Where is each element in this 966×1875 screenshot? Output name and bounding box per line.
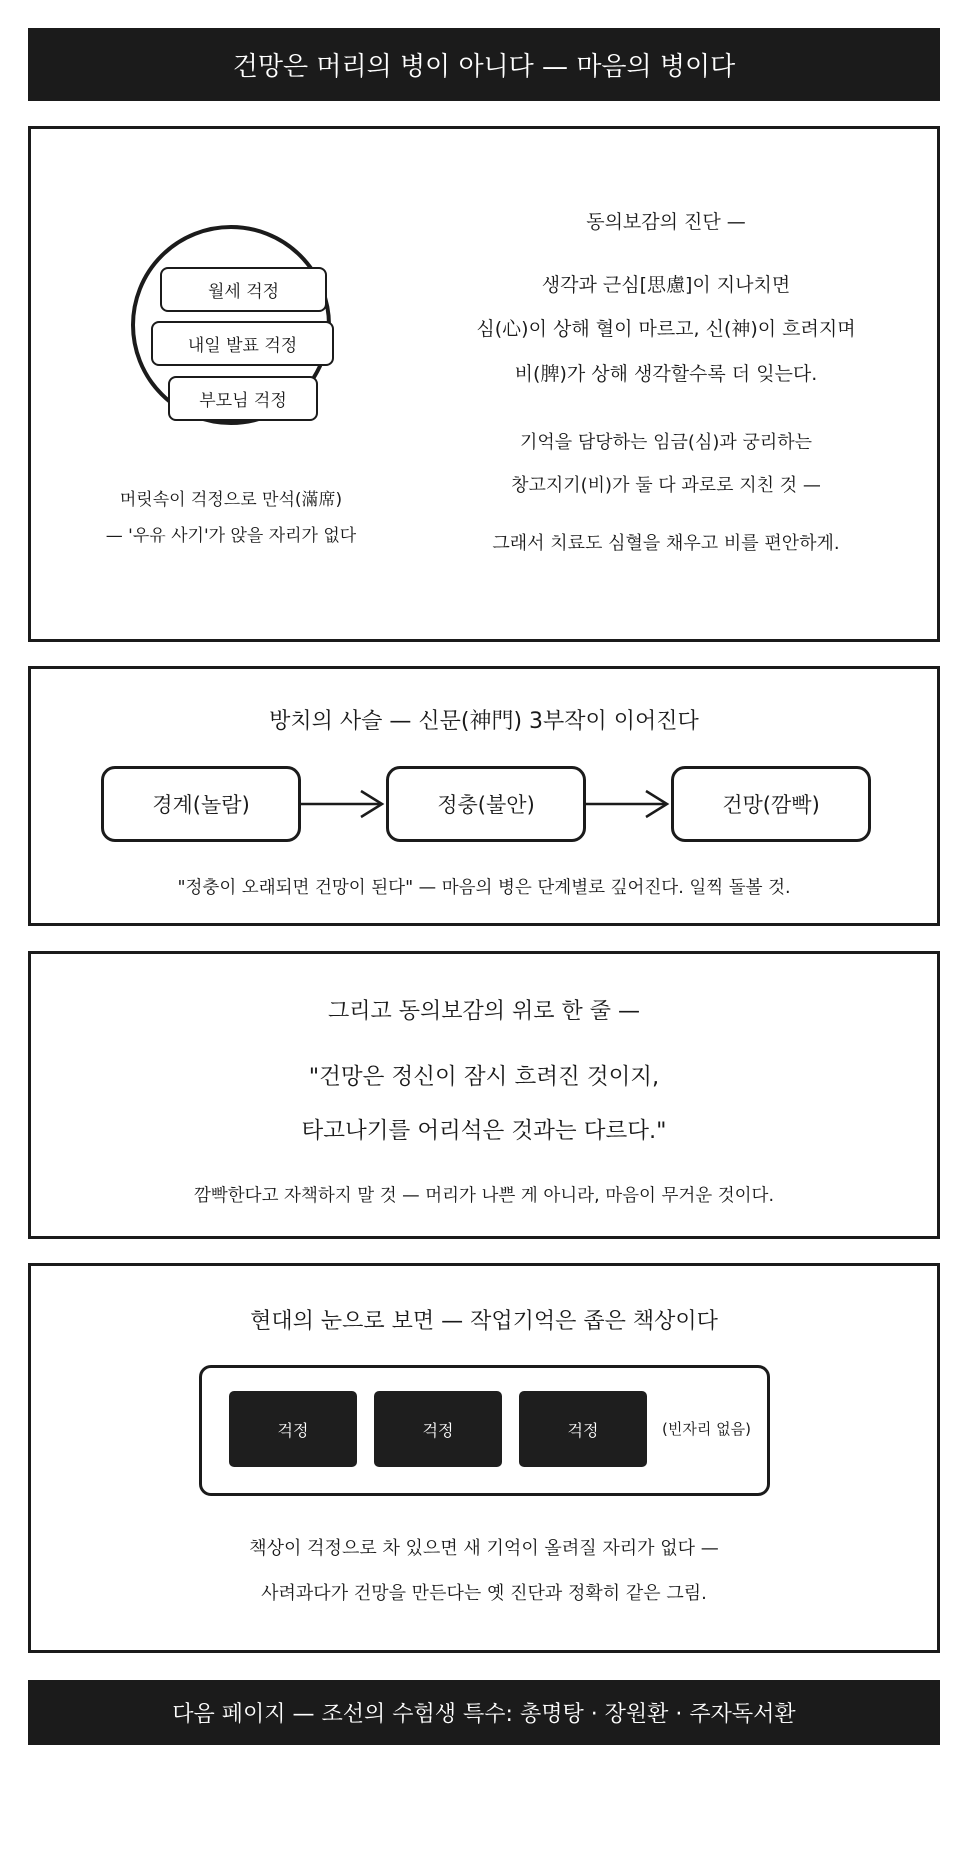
arrow-icon (301, 787, 386, 821)
diagnosis-panel (28, 126, 940, 642)
comfort-quote: "건망은 정신이 잠시 흐려진 것이지, (308, 1064, 660, 1090)
desk-caption: 책상이 걱정으로 차 있으면 새 기억이 올려질 자리가 없다 — (249, 1538, 719, 1559)
stage-anxiety: 정충(불안) (386, 766, 586, 842)
chain-panel (28, 666, 940, 926)
header-bar (28, 28, 940, 101)
desk-slot: 걱정 (374, 1391, 502, 1467)
desk-slot: 걱정 (519, 1391, 647, 1467)
worry-rent: 월세 걱정 (160, 267, 327, 312)
desk-title: 현대의 눈으로 보면 — 작업기억은 좁은 책상이다 (250, 1309, 718, 1334)
comfort-title: 그리고 동의보감의 위로 한 줄 — (328, 999, 640, 1024)
empty-note: (빈자리 없음) (662, 1420, 751, 1438)
treatment-line: 그래서 치료도 심혈을 채우고 비를 편안하게. (492, 533, 840, 554)
diagnosis-title: 동의보감의 진단 — (586, 211, 746, 233)
comfort-panel (28, 951, 940, 1239)
page-title: 건망은 머리의 병이 아니다 — 마음의 병이다 (232, 52, 736, 82)
diagnosis-line: 심(心)이 상해 혈이 마르고, 신(神)이 흐려지며 (476, 318, 856, 340)
footer-bar (28, 1680, 940, 1745)
comfort-quote: 타고나기를 어리석은 것과는 다르다." (301, 1118, 667, 1144)
diagnosis-text (431, 129, 901, 639)
chain-note: "정충이 오래되면 건망이 된다" — 마음의 병은 단계별로 깊어진다. 일찍 돌볼 것. (177, 878, 791, 898)
diagnosis-line: 비(脾)가 상해 생각할수록 더 잊는다. (514, 363, 818, 385)
stage-forgetfulness: 건망(깜빡) (671, 766, 871, 842)
desk-box (199, 1365, 770, 1496)
stage-startle: 경계(놀람) (101, 766, 301, 842)
chain-title: 방치의 사슬 — 신문(神門) 3부작이 이어진다 (269, 709, 699, 734)
organ-line: 창고지기(비)가 둘 다 과로로 지친 것 — (511, 475, 821, 496)
desk-slot: 걱정 (229, 1391, 357, 1467)
comfort-note: 깜빡한다고 자책하지 말 것 — 머리가 나쁜 게 아니라, 마음이 무거운 것이다. (193, 1186, 775, 1206)
arrow-icon (586, 787, 671, 821)
working-memory-panel (28, 1263, 940, 1653)
worry-presentation: 내일 발표 걱정 (151, 321, 334, 366)
desk-caption: 사려과다가 건망을 만든다는 옛 진단과 정확히 같은 그림. (261, 1583, 707, 1604)
worry-parents: 부모님 걱정 (168, 376, 318, 421)
organ-line: 기억을 담당하는 임금(심)과 궁리하는 (519, 432, 813, 453)
head-caption: 머릿속이 걱정으로 만석(滿席) — '우유 사기'가 앉을 자리가 없다 (105, 490, 357, 546)
diagnosis-line: 생각과 근심[思慮]이 지나치면 (541, 274, 791, 296)
next-page-link[interactable]: 다음 페이지 — 조선의 수험생 특수: 총명탕 · 장원환 · 주자독서환 (172, 1702, 796, 1727)
